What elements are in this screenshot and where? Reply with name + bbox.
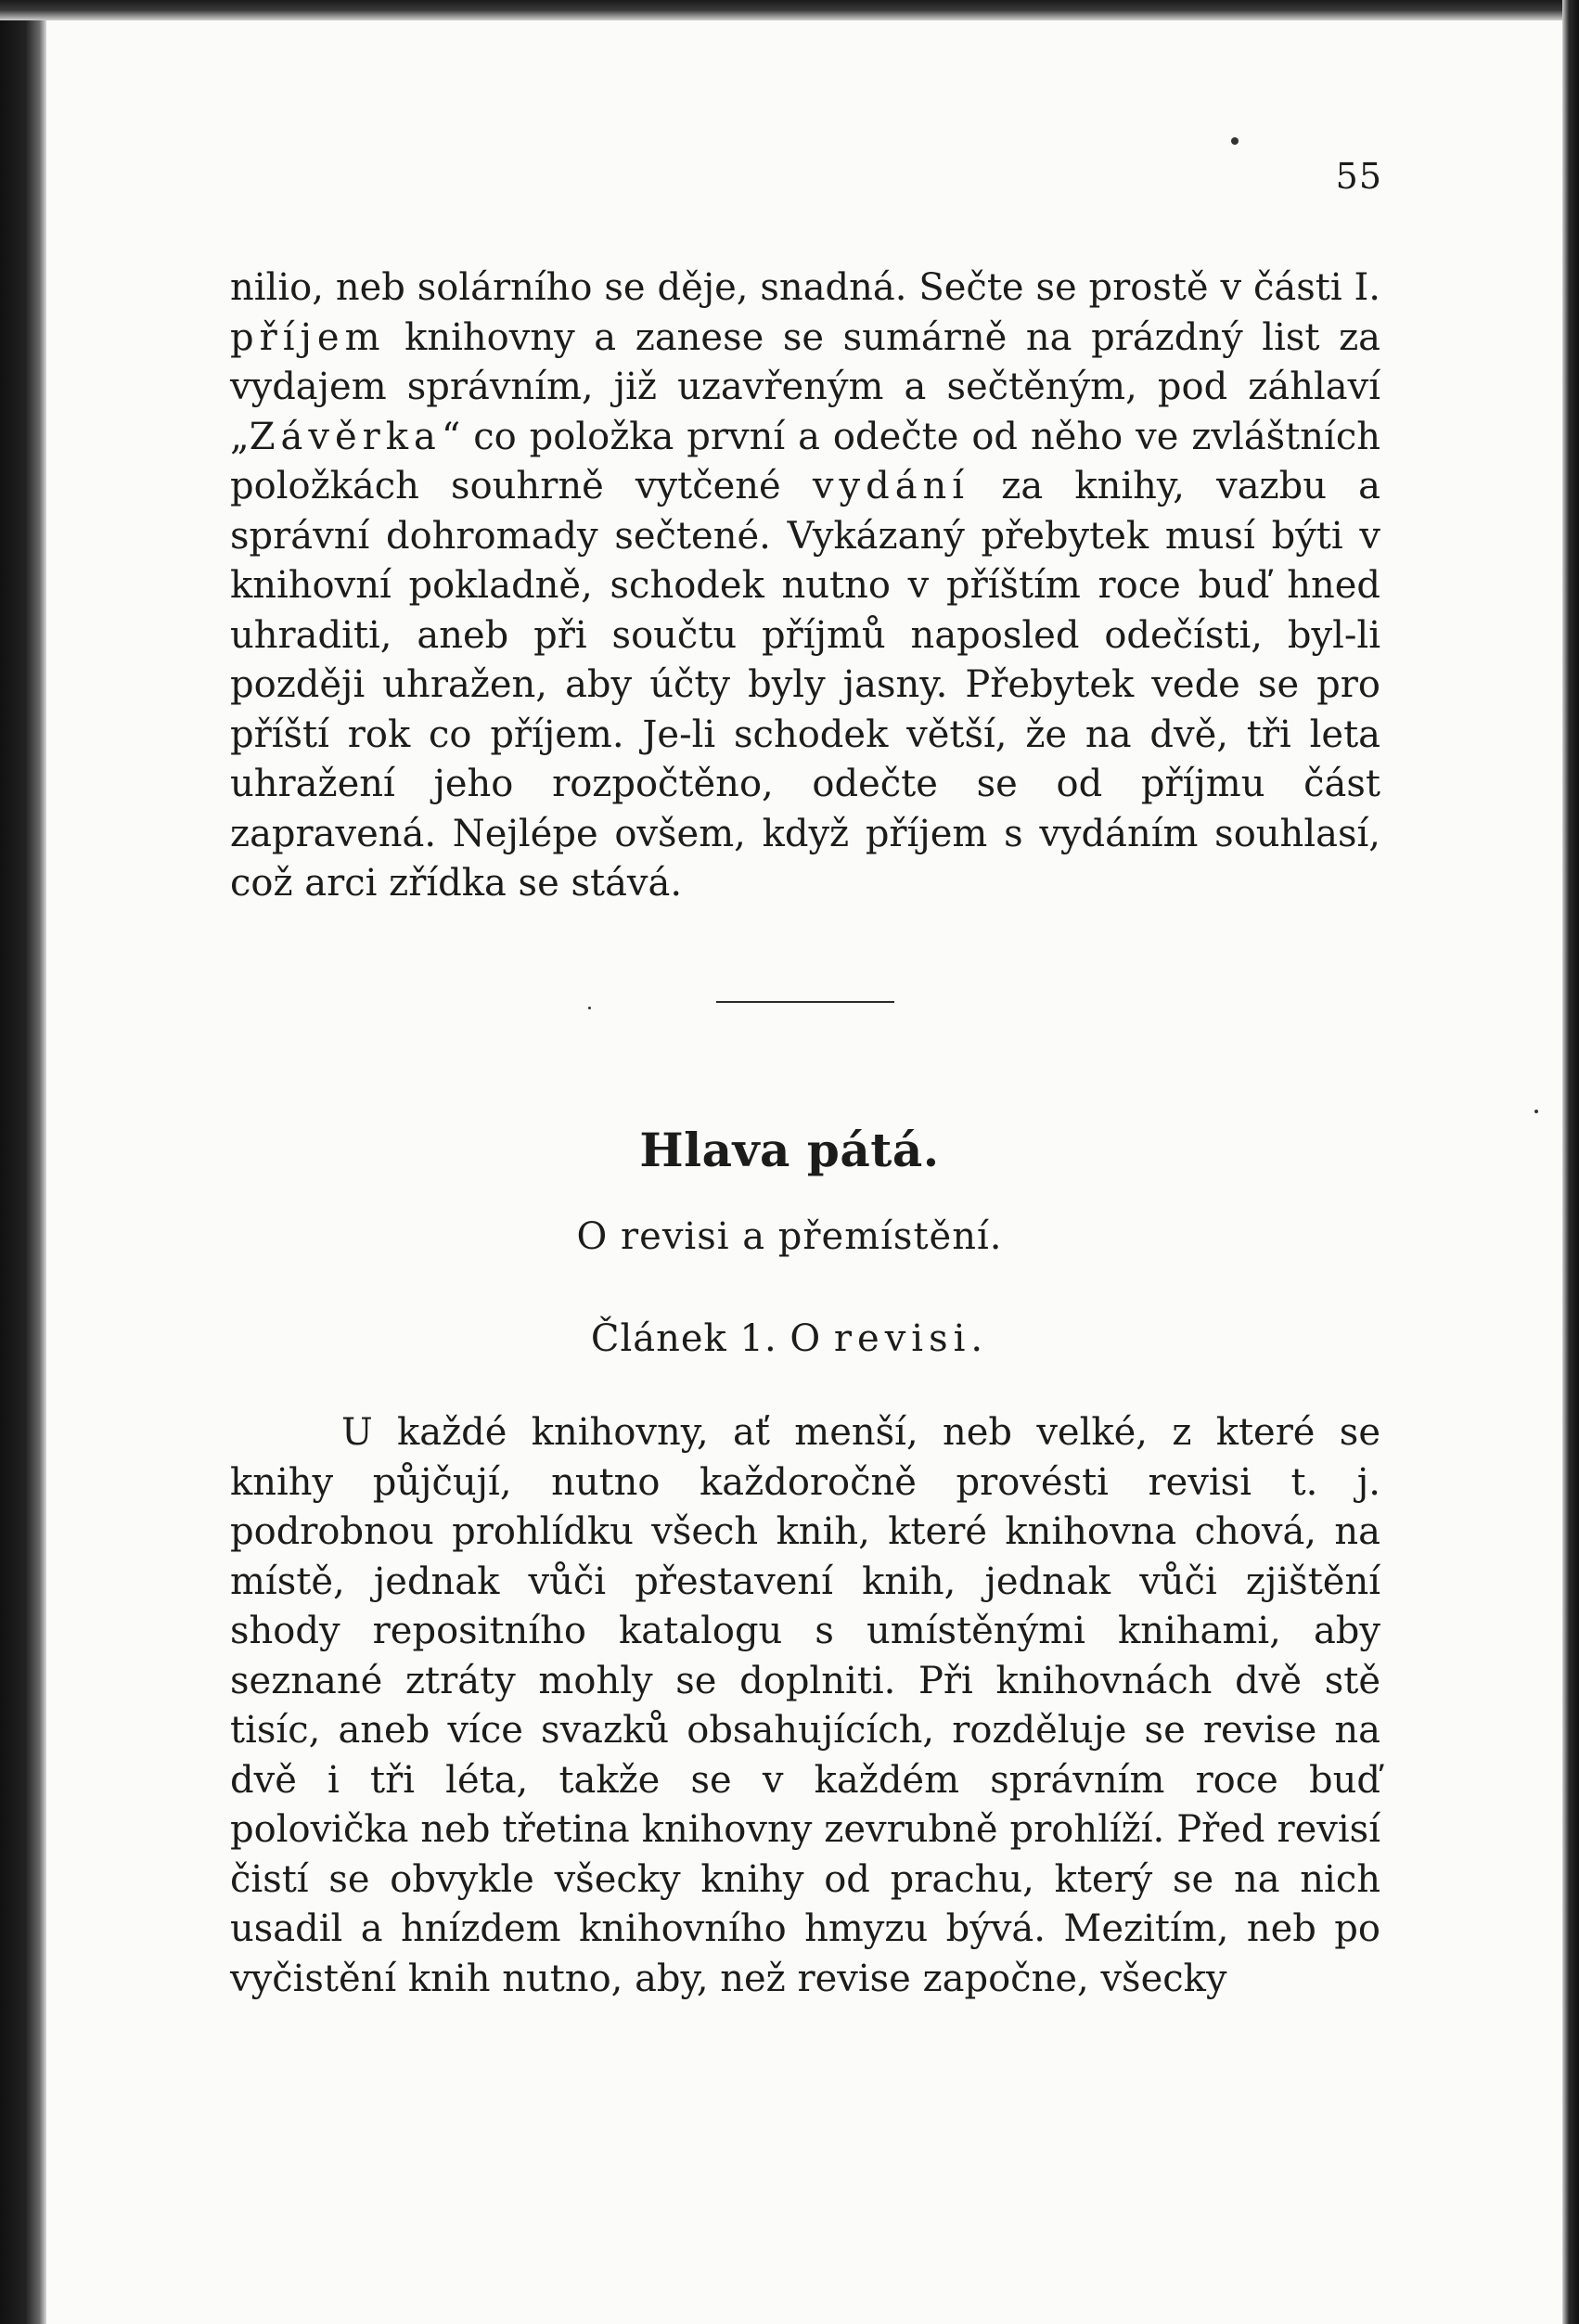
emphasized-word: vydání: [812, 465, 970, 507]
page-number: 55: [1335, 156, 1382, 197]
emphasized-word: příjem: [230, 315, 386, 359]
emphasized-word: Závěrka: [249, 415, 442, 458]
ink-speck: [1534, 1110, 1538, 1113]
article-paragraph: U každé knihovny, ať menší, neb velké, z které se knihy půjčují, nutno každoročně provésti revisi t. j. podrobnou prohlídku všech knih, které knihovna chová, na místě, jednak vůči přestavení knih, jednak vůči zjištění shody repositního katalogu s umístěnými knihami, aby seznané ztráty mohly se doplniti. Při knihovnách dvě stě tisíc, aneb více svazků obsahujících, rozděluje se revise na dvě i tři léta, takže se v každém správním roce buď polovička neb třetina knihovny zevrubně prohlíží. Před revisí čistí se obvykle všecky knihy od prachu, který se na nich usadil a hnízdem knihovního hmyzu bývá. Mezitím, neb po vyčistění knih nutno, aby, než revise započne, všecky: [230, 1411, 1380, 2000]
scan-top-edge: [0, 0, 1579, 20]
article-heading: [0, 1317, 1579, 1360]
article-spaced-word: revisi.: [833, 1317, 989, 1360]
ink-speck: [588, 1007, 591, 1009]
chapter-title: Hlava pátá.: [639, 1123, 940, 1177]
ink-speck: [1231, 137, 1239, 145]
text-segment: “ co položka první a odečte od něho ve zvláštních položkách souhrně vytčené: [230, 415, 1380, 507]
chapter-subtitle: O revisi a přemístění.: [576, 1215, 1003, 1258]
article-label: Článek 1. O: [590, 1317, 822, 1360]
section-divider: [716, 1001, 894, 1003]
text-segment: nilio, neb solárního se děje, snadná. Sečte se prostě v části I.: [230, 266, 1380, 309]
continuation-paragraph: [230, 263, 1380, 909]
text-segment: knihovny a zanese se sumárně na prázdný list za vydajem správním, již uzavřeným a sečtěným, pod záhlaví „: [230, 315, 1380, 458]
text-segment: za knihy, vazbu a správní dohromady sečtené. Vykázaný přebytek musí býti v knihovní pokladně, schodek nutno v příštím roce buď hned uhraditi, aneb při součtu příjmů naposled odečísti, byl-li později uhražen, aby účty byly jasny. Přebytek vede se pro příští rok co příjem. Je-li schodek větší, že na dvě, tři leta uhražení jeho rozpočtěno, odečte se od příjmu část zapravená. Nejlépe ovšem, když příjem s vydáním souhlasí, což arci zřídka se stává.: [230, 465, 1381, 905]
